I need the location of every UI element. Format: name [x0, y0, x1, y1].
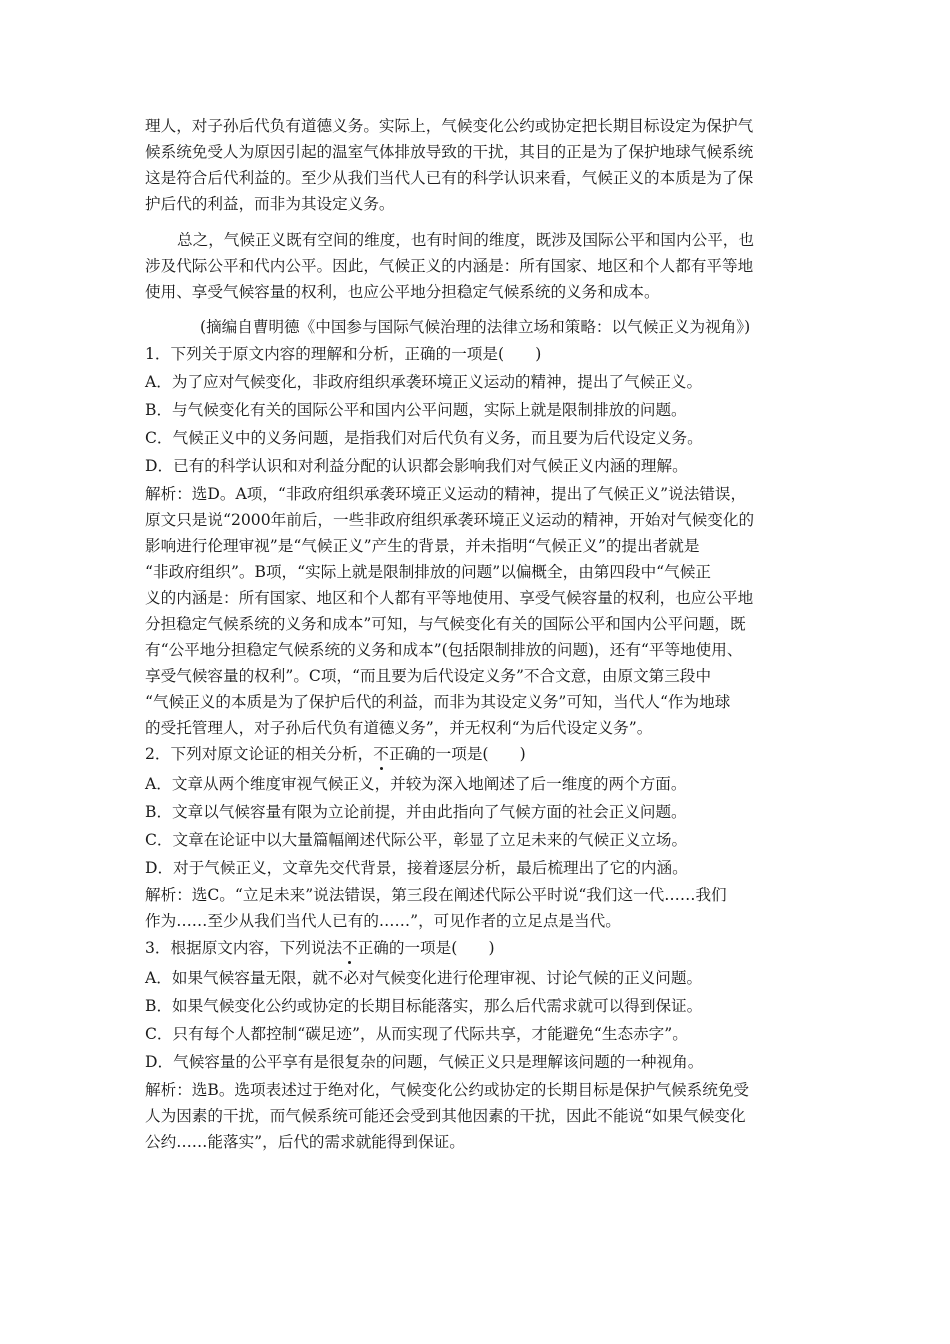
question-3-option-a: A．如果气候容量无限，就不必对气候变化进行伦理审视、讨论气候的正义问题。	[145, 969, 703, 987]
source-citation: (摘编自曹明德《中国参与国际气候治理的法律立场和策略：以气候正义为视角》)	[200, 318, 751, 336]
body-text-line: 涉及代际公平和代内公平。因此，气候正义的内涵是：所有国家、地区和个人都有平等地	[145, 257, 754, 275]
question-1-analysis-line: “气候正义的本质是为了保护后代的利益，而非为其设定义务”可知，当代人“作为地球	[145, 693, 731, 711]
question-3-analysis-line: 公约……能落实”，后代的需求就能得到保证。	[145, 1133, 465, 1151]
question-1-analysis-line: 原文只是说“2000年前后，一些非政府组织承袭环境正义运动的精神，开始对气候变化的	[145, 511, 755, 529]
question-3-analysis-line: 人为因素的干扰，而气候系统可能还会受到其他因素的干扰，因此不能说“如果气候变化	[145, 1107, 746, 1125]
question-1-analysis-line: 影响进行伦理审视”是“气候正义”产生的背景，并未指明“气候正义”的提出者就是	[145, 537, 700, 555]
question-3-stem-post: 正确的一项是( )	[357, 939, 495, 957]
question-2-option-d: D．对于气候正义，文章先交代背景，接着逐层分析，最后梳理出了它的内涵。	[145, 859, 688, 877]
question-1-analysis-line: 义的内涵是：所有国家、地区和个人都有平等地使用、享受气候容量的权利，也应公平地	[145, 589, 754, 607]
question-3-stem	[145, 938, 495, 962]
question-2-analysis-line: 解析：选C。“立足未来”说法错误，第三段在阐述代际公平时说“我们这一代……我们	[145, 886, 727, 904]
emphasis-dot-char: 不	[342, 939, 358, 957]
question-1-analysis-line: 解析：选D。A项，“非政府组织承袭环境正义运动的精神，提出了气候正义”说法错误，	[145, 485, 747, 503]
question-2-option-b: B．文章以气候容量有限为立论前提，并由此指向了气候方面的社会正义问题。	[145, 803, 687, 821]
body-text-line: 理人，对子孙后代负有道德义务。实际上，气候变化公约或协定把长期目标设定为保护气	[145, 117, 754, 135]
emphasis-dot-char: 不	[373, 745, 389, 763]
question-3-option-c: C．只有每个人都控制“碳足迹”，从而实现了代际共享，才能避免“生态赤字”。	[145, 1025, 688, 1043]
question-1-analysis-line: 有“公平地分担稳定气候系统的义务和成本”(包括限制排放的问题)，还有“平等地使用、	[145, 641, 743, 659]
question-3-option-d: D．气候容量的公平享有是很复杂的问题，气候正义只是理解该问题的一种视角。	[145, 1053, 704, 1071]
question-2-analysis-line: 作为……至少从我们当代人已有的……”，可见作者的立足点是当代。	[145, 912, 621, 930]
question-3-analysis-line: 解析：选B。选项表述过于绝对化，气候变化公约或协定的长期目标是保护气候系统免受	[145, 1081, 750, 1099]
question-2-stem	[145, 744, 526, 768]
question-1-option-a: A．为了应对气候变化，非政府组织承袭环境正义运动的精神，提出了气候正义。	[145, 373, 703, 391]
body-text-line: 总之，气候正义既有空间的维度，也有时间的维度，既涉及国际公平和国内公平，也	[177, 231, 754, 249]
body-text-line: 护后代的利益，而非为其设定义务。	[145, 195, 395, 213]
body-text-line: 这是符合后代利益的。至少从我们当代人已有的科学认识来看，气候正义的本质是为了保	[145, 169, 754, 187]
question-2-option-c: C．文章在论证中以大量篇幅阐述代际公平，彰显了立足未来的气候正义立场。	[145, 831, 688, 849]
question-2-stem-pre: 2．下列对原文论证的相关分析，	[145, 745, 374, 763]
question-1-stem: 1．下列关于原文内容的理解和分析，正确的一项是( )	[145, 345, 542, 363]
question-1-option-d: D．已有的科学认识和对利益分配的认识都会影响我们对气候正义内涵的理解。	[145, 457, 688, 475]
question-2-option-a: A．文章从两个维度审视气候正义，并较为深入地阐述了后一维度的两个方面。	[145, 775, 687, 793]
question-1-option-c: C．气候正义中的义务问题，是指我们对后代负有义务，而且要为后代设定义务。	[145, 429, 703, 447]
question-1-analysis-line: 分担稳定气候系统的义务和成本”可知，与气候变化有关的国际公平和国内公平问题，既	[145, 615, 746, 633]
question-3-option-b: B．如果气候变化公约或协定的长期目标能落实，那么后代需求就可以得到保证。	[145, 997, 703, 1015]
body-text-line: 候系统免受人为原因引起的温室气体排放导致的干扰，其目的正是为了保护地球气候系统	[145, 143, 754, 161]
question-1-option-b: B．与气候变化有关的国际公平和国内公平问题，实际上就是限制排放的问题。	[145, 401, 687, 419]
question-3-stem-pre: 3．根据原文内容，下列说法	[145, 939, 343, 957]
question-1-analysis-line: “非政府组织”。B项，“实际上就是限制排放的问题”以偏概全，由第四段中“气候正	[145, 563, 711, 581]
body-text-line: 使用、享受气候容量的权利，也应公平地分担稳定气候系统的义务和成本。	[145, 283, 660, 301]
question-1-analysis-line: 的受托管理人，对子孙后代负有道德义务”，并无权利“为后代设定义务”。	[145, 719, 653, 737]
question-2-stem-post: 正确的一项是( )	[388, 745, 526, 763]
question-1-analysis-line: 享受气候容量的权利”。C项，“而且要为后代设定义务”不合文意，由原文第三段中	[145, 667, 712, 685]
